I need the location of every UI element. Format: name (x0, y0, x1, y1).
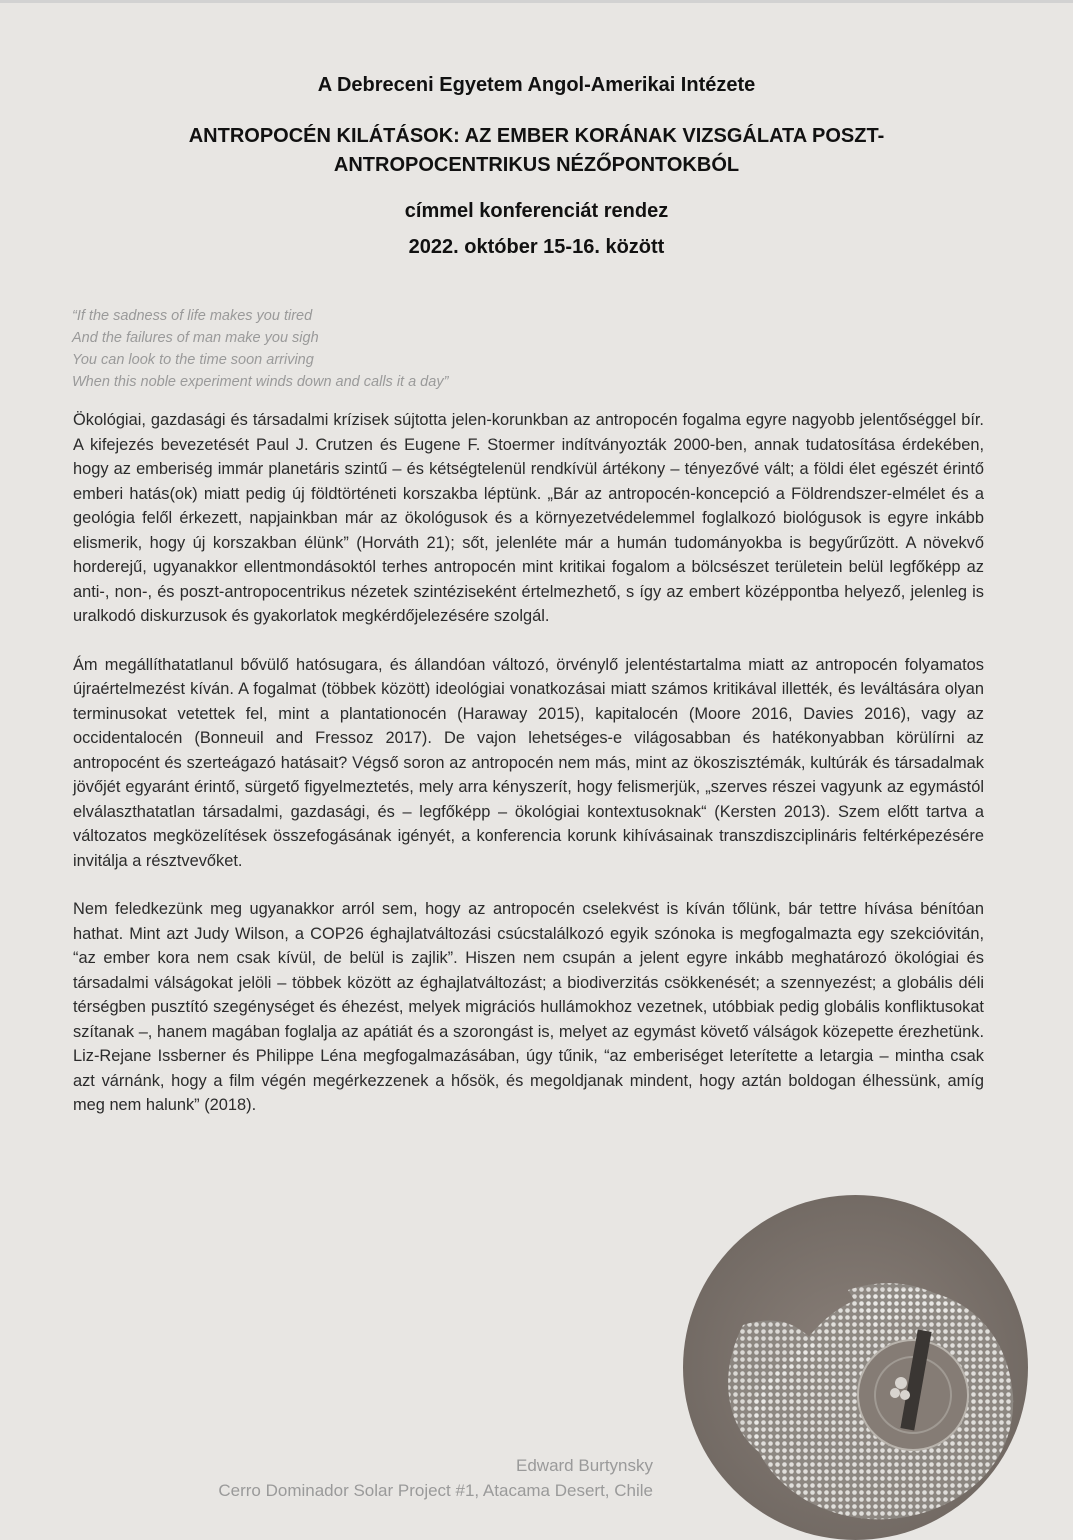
epigraph-poem (72, 305, 672, 393)
paragraph: Nem feledkezünk meg ugyanakkor arról sem, hogy az antropocén cselekvést is kíván tőlünk, bár tettre hívása bénítóan hathat. Mint azt Judy Wilson, a COP26 éghajlatváltozási csúcstalálkozó egyik szónoka is megfogalmazta egy szekcióvitán, “az ember kora nem csak kívül, de belül is zajlik”. Hiszen nem csupán a jelent egyre inkább meghatározó ökológiai és társadalmi válságokat jelöli – többek között az éghajlatváltozást; a biodiverzitás csökkenését; a szennyezést; a globális déli térségben pusztító szegénységet és éhezést, melyek migrációs hullámokhoz vezetnek, utóbbiak pedig globális konfliktusokat szítanak –, hanem magában foglalja az apátiát és a szorongást is, melyet az egymást követő válságok közepette érezhetünk. Liz-Rejane Issberner és Philippe Léna megfogalmazásában, úgy tűnik, “az emberiséget leterítette a letargia – mintha csak azt várnánk, hogy a film végén megérkezzenek a hősök, és megoldjanak mindent, hogy aztán boldogan élhessünk, amíg meg nem halunk” (2018). (73, 900, 984, 1114)
poem-line: You can look to the time soon arriving (72, 352, 314, 368)
solar-field-image (683, 1195, 1028, 1540)
caption-work: Cerro Dominador Solar Project #1, Atacama Desert, Chile (218, 1481, 653, 1500)
solar-project-photo (683, 1195, 1028, 1540)
caption-artist: Edward Burtynsky (516, 1456, 653, 1475)
poem-line: When this noble experiment winds down and calls it a day” (72, 374, 449, 390)
paragraph: Ám megállíthatatlanul bővülő hatósugara, és állandóan változó, örvénylő jelentéstartalma miatt az antropocén folyamatos újraértelmezést kíván. A fogalmat (többek között) ideológiai vonatkozásai miatt számos kritikával illették, és leváltására olyan terminusokat vetettek fel, mint a plantationocén (Haraway 2015), kapitalocén (Moore 2016, Davies 2016), vagy az occidentalocén (Bonneuil and Fressoz 2017). De vajon lehetséges-e világosabban és hatékonyabban körülírni az antropocént és szerteágazó hatásait? Végső soron az antropocén nem más, mint az ökoszisztémák, kultúrák és társadalmak jövőjét egyaránt érintő, sürgető figyelmeztetés, mely arra kényszerít, hogy felismerjük, „szerves részei vagyunk az egymástól elválaszthatatlan társadalmi, gazdasági, és – legfőképp – ökológiai kontextusoknak“ (Kersten 2013). Szem előtt tartva a változatos megközelítések összefogásának igényét, a konferencia korunk kihívásainak transzdiszciplináris feltérképezésére invitálja a résztvevőket. (73, 655, 984, 870)
paragraph: Ökológiai, gazdasági és társadalmi krízisek sújtotta jelen-korunkban az antropocén fogalma egyre nagyobb jelentőséggel bír. A kifejezés bevezetését Paul J. Crutzen és Eugene F. Stoermer indítványozták 2000-ben, annak tudatosítása érdekében, hogy az emberiség immár planetáris szintű – és kétségtelenül rendkívül ártékony – tényezővé vált; a földi élet egészét érintő emberi hatás(ok) miatt pedig új földtörténeti korszakba léptünk. „Bár az antropocén-koncepció a Földrendszer-elmélet és a geológia felől érkezett, napjainkban már az ökológusok és a környezetvédelemmel foglalkozó biológusok is egyre inkább elismerik, hogy új korszakban élünk” (Horváth 21); sőt, jelenléte már a humán tudományokba is begyűrűzött. A növekvő horderejű, ugyanakkor ellentmondásoktól terhes antropocén mint kritikai fogalom a bölcsészet területein belül legfőképp az anti-, non-, és poszt-antropocentrikus nézetek szintéziseként értelmezhető, s így az embert középpontba helyező, jelenleg is uralkodó diskurzusok és gyakorlatok megkérdőjelezésére szolgál. (73, 411, 984, 625)
poem-line: And the failures of man make you sigh (72, 330, 319, 346)
body-text (73, 408, 984, 1142)
photo-caption (218, 1453, 653, 1503)
top-border (0, 0, 1073, 3)
poem-line: “If the sadness of life makes you tired (72, 308, 313, 324)
conference-subtitle: címmel konferenciát rendez (404, 200, 669, 222)
conference-title: ANTROPOCÉN KILÁTÁSOK: AZ EMBER KORÁNAK VIZSGÁLATA POSZT-ANTROPOCENTRIKUS NÉZŐPONTOKBÓL (188, 125, 885, 176)
conference-date: 2022. október 15-16. között (408, 236, 665, 258)
institute-name: A Debreceni Egyetem Angol-Amerikai Intézete (317, 74, 756, 96)
